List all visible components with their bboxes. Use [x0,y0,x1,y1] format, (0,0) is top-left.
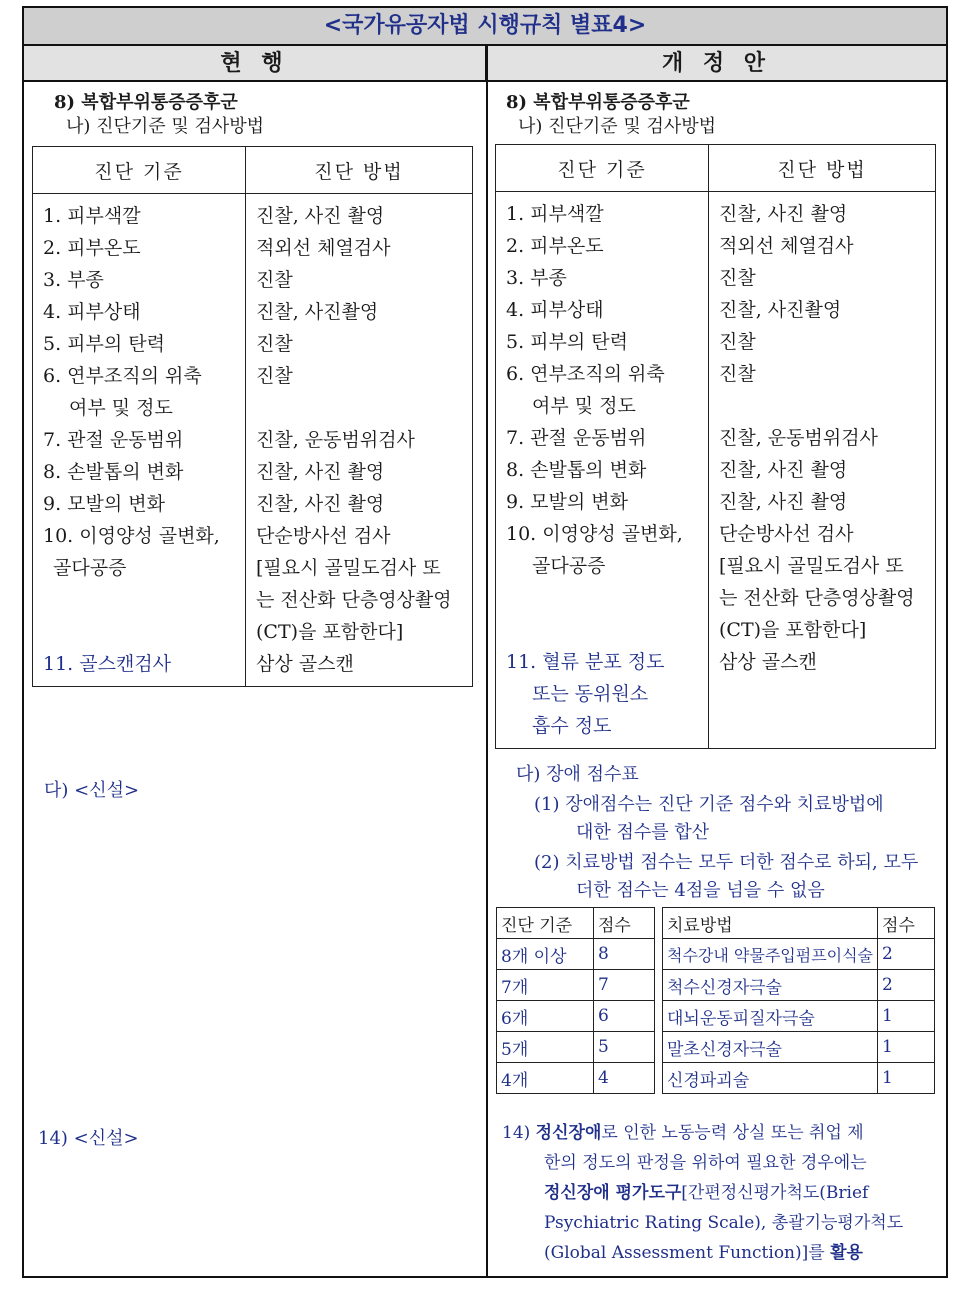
item-14-paragraph [502,1118,903,1268]
score-cell: 8 [594,939,655,970]
criterion: 5. 피부의 탄력 [43,333,165,355]
method: 는 전산화 단층영상촬영 [719,587,915,609]
method: 진찰, 사진 촬영 [256,493,385,515]
right-table-head-method: 진단 방법 [709,145,936,192]
right-section-title: 8) 복합부위통증증후군 [506,92,690,113]
method: [필요시 골밀도검사 또 [719,555,904,577]
method: 진찰, 사진촬영 [719,299,842,321]
method: 적외선 체열검사 [256,237,391,259]
score-cell: 대뇌운동피질자극술 [663,1001,878,1032]
criterion: 9. 모발의 변화 [506,491,628,513]
left-section-title: 8) 복합부위통증증후군 [54,92,238,113]
score-head: 진단 기준 [497,908,594,939]
criterion: 6. 연부조직의 위축 [506,363,665,385]
criterion [496,614,708,646]
item-14-text: 로 인한 노동능력 상실 또는 취업 제 [601,1123,864,1143]
method [246,392,472,424]
left-table-head-method: 진단 방법 [246,147,473,194]
item-14-line: 한의 정도의 판정을 위하여 필요한 경우에는 [544,1153,867,1173]
method: 진찰, 사진 촬영 [719,459,848,481]
item-14-number: 14) [502,1123,536,1143]
score-cell: 5 [594,1032,655,1063]
score-cell: 4 [594,1063,655,1094]
left-subsection-title: 나) 진단기준 및 검사방법 [66,116,265,137]
criterion: 또는 동위원소 [532,683,649,705]
method: (CT)을 포함한다] [719,619,867,641]
criterion: 4. 피부상태 [506,299,604,321]
left-criteria-cell [33,194,246,687]
score-cell: 척수강내 약물주입펌프이식술 [663,939,878,970]
criterion: 10. 이영양성 골변화, [506,523,683,545]
criterion [33,616,245,648]
score-cell: 4개 [497,1063,594,1094]
item-14-keyword: 정신장애 [535,1123,602,1143]
score-cell: 1 [878,1063,935,1094]
score-section-title: 다) 장애 점수표 [516,764,639,785]
item-14-line: Psychiatric Rating Scale), 총괄기능평가척도 [544,1213,904,1233]
criterion: 흡수 정도 [532,715,612,737]
criterion: 골다공증 [53,557,127,579]
method: 진찰 [256,365,293,387]
item-14-text: (Global Assessment Function)]를 [544,1243,831,1263]
criterion: 여부 및 정도 [532,395,636,417]
criterion: 5. 피부의 탄력 [506,331,628,353]
criterion [33,584,245,616]
right-table-head-criteria: 진단 기준 [496,145,709,192]
method: 진찰, 운동범위검사 [256,429,415,451]
left-table-head-criteria: 진단 기준 [33,147,246,194]
score-note-1b: 대한 점수를 합산 [576,822,710,843]
header-current: 현 행 [24,46,486,82]
method: 진찰, 사진 촬영 [256,205,385,227]
score-cell: 2 [878,939,935,970]
item-14-text: [간편정신평가척도(Brief [681,1183,869,1203]
criterion: 1. 피부색깔 [506,203,604,225]
method: 진찰 [256,269,293,291]
criterion: 11. 골스캔검사 [43,653,172,675]
right-method-cell [709,192,936,749]
method: 진찰 [719,331,756,353]
item-14-keyword: 정신장애 평가도구 [544,1183,682,1203]
method [709,678,935,710]
method [709,390,935,422]
method: 진찰, 사진촬영 [256,301,379,323]
score-cell: 6 [594,1001,655,1032]
left-criteria-table [32,146,473,687]
method: 진찰 [256,333,293,355]
score-cell: 5개 [497,1032,594,1063]
method: 적외선 체열검사 [719,235,854,257]
right-subsection-title: 나) 진단기준 및 검사방법 [518,116,717,137]
score-cell: 1 [878,1032,935,1063]
score-cell: 7개 [497,970,594,1001]
item-14-keyword: 활용 [830,1243,863,1263]
criterion: 4. 피부상태 [43,301,141,323]
criterion: 3. 부종 [43,269,104,291]
method: 진찰 [719,363,756,385]
score-table-treatment [662,907,935,1094]
score-head: 치료방법 [663,908,878,939]
score-cell: 1 [878,1001,935,1032]
method: [필요시 골밀도검사 또 [256,557,441,579]
score-head: 점수 [594,908,655,939]
score-table-criteria [496,907,655,1094]
criterion: 여부 및 정도 [69,397,173,419]
criterion: 골다공증 [532,555,606,577]
criterion: 3. 부종 [506,267,567,289]
method: 단순방사선 검사 [719,523,854,545]
criterion: 7. 관절 운동범위 [506,427,647,449]
score-note-2a: (2) 치료방법 점수는 모두 더한 점수로 하되, 모두 [534,852,919,873]
score-cell: 신경파괴술 [663,1063,878,1094]
score-cell: 척수신경자극술 [663,970,878,1001]
method: 진찰, 운동범위검사 [719,427,878,449]
right-criteria-cell [496,192,709,749]
method: 진찰, 사진 촬영 [256,461,385,483]
criterion [496,582,708,614]
criterion: 11. 혈류 분포 정도 [506,651,665,673]
score-cell: 6개 [497,1001,594,1032]
criterion: 1. 피부색깔 [43,205,141,227]
criterion: 10. 이영양성 골변화, [43,525,220,547]
method: 삼상 골스캔 [256,653,354,675]
score-note-1a: (1) 장애점수는 진단 기준 점수와 치료방법에 [534,794,884,815]
score-note-2b: 더한 점수는 4점을 넘을 수 없음 [576,880,825,901]
left-new-item-c: 다) <신설> [44,780,140,801]
method: 단순방사선 검사 [256,525,391,547]
score-cell: 8개 이상 [497,939,594,970]
score-head: 점수 [878,908,935,939]
criterion: 8. 손발톱의 변화 [506,459,647,481]
method: 는 전산화 단층영상촬영 [256,589,452,611]
method [709,710,935,742]
score-cell: 말초신경자극술 [663,1032,878,1063]
criterion: 7. 관절 운동범위 [43,429,184,451]
page-title: <국가유공자법 시행규칙 별표4> [22,6,948,46]
score-cell: 7 [594,970,655,1001]
left-new-item-14: 14) <신설> [38,1128,139,1149]
header-proposed: 개 정 안 [487,46,946,82]
method: 삼상 골스캔 [719,651,817,673]
method: (CT)을 포함한다] [256,621,404,643]
left-method-cell [246,194,473,687]
criterion: 8. 손발톱의 변화 [43,461,184,483]
criterion: 2. 피부온도 [43,237,141,259]
method: 진찰 [719,267,756,289]
method: 진찰, 사진 촬영 [719,491,848,513]
criterion: 9. 모발의 변화 [43,493,165,515]
right-criteria-table [495,144,936,749]
method: 진찰, 사진 촬영 [719,203,848,225]
criterion: 6. 연부조직의 위축 [43,365,202,387]
score-cell: 2 [878,970,935,1001]
criterion: 2. 피부온도 [506,235,604,257]
column-divider [486,46,488,1276]
